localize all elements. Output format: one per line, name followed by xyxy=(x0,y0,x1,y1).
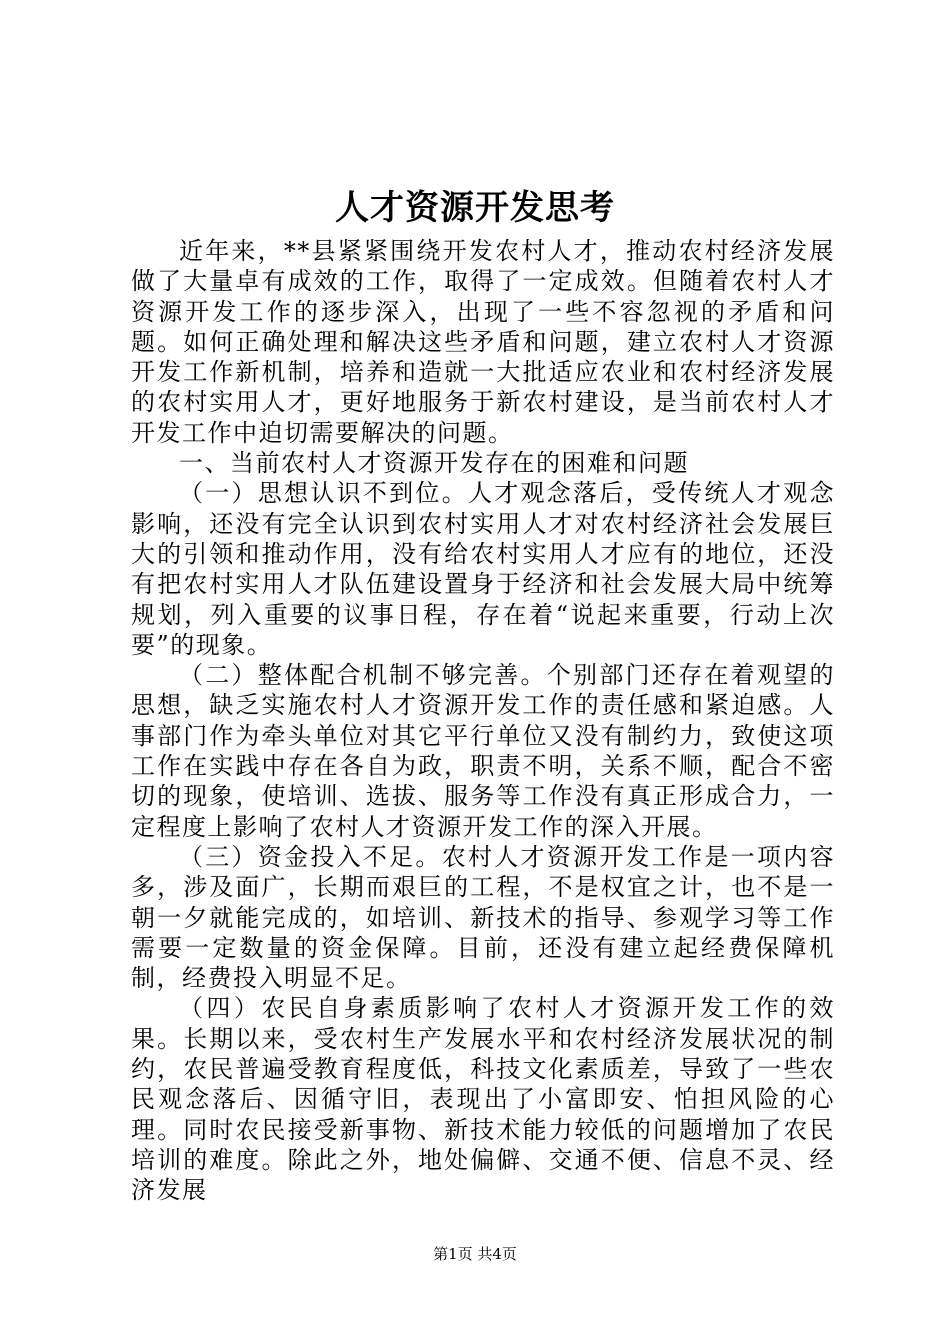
paragraph-point-2: （二）整体配合机制不够完善。个别部门还存在着观望的思想，缺乏实施农村人才资源开发工作的责任感和紧迫感。人事部门作为牵头单位对其它平行单位又没有制约力，致使这项工作在实践中存在各自为政，职责不明，关系不顺，配合不密切的现象，使培训、选拔、服务等工作没有真正形成合力，一定程度上影响了农村人才资源开发工作的深入开展。 xyxy=(131,661,835,841)
document-body xyxy=(131,236,835,1206)
paragraph-intro: 近年来，**县紧紧围绕开发农村人才，推动农村经济发展做了大量卓有成效的工作，取得了一定成效。但随着农村人才资源开发工作的逐步深入，出现了一些不容忽视的矛盾和问题。如何正确处理和解决这些矛盾和问题，建立农村人才资源开发工作新机制，培养和造就一大批适应农业和农村经济发展的农村实用人才，更好地服务于新农村建设，是当前农村人才开发工作中迫切需要解决的问题。 xyxy=(131,237,835,447)
section-heading-1: 一、当前农村人才资源开发存在的困难和问题 xyxy=(179,449,689,478)
paragraph-point-4: （四）农民自身素质影响了农村人才资源开发工作的效果。长期以来，受农村生产发展水平和农村经济发展状况的制约，农民普遍受教育程度低，科技文化素质差，导致了一些农民观念落后、因循守旧，表现出了小富即安、怕担风险的心理。同时农民接受新事物、新技术能力较低的问题增加了农民培训的难度。除此之外，地处偏僻、交通不便、信息不灵、经济发展 xyxy=(131,994,835,1205)
paragraph-point-1: （一）思想认识不到位。人才观念落后，受传统人才观念影响，还没有完全认识到农村实用人才对农村经济社会发展巨大的引领和推动作用，没有给农村实用人才应有的地位，还没有把农村实用人才队伍建设置身于经济和社会发展大局中统筹规划，列入重要的议事日程，存在着“说起来重要，行动上次要”的现象。 xyxy=(131,479,835,659)
paragraph-point-3: （三）资金投入不足。农村人才资源开发工作是一项内容多，涉及面广，长期而艰巨的工程，不是权宜之计，也不是一朝一夕就能完成的，如培训、新技术的指导、参观学习等工作需要一定数量的资金保障。目前，还没有建立起经费保障机制，经费投入明显不足。 xyxy=(131,842,835,993)
document-title: 人才资源开发思考 xyxy=(335,188,615,228)
page-number-footer: 第1页 共4页 xyxy=(433,1245,517,1263)
